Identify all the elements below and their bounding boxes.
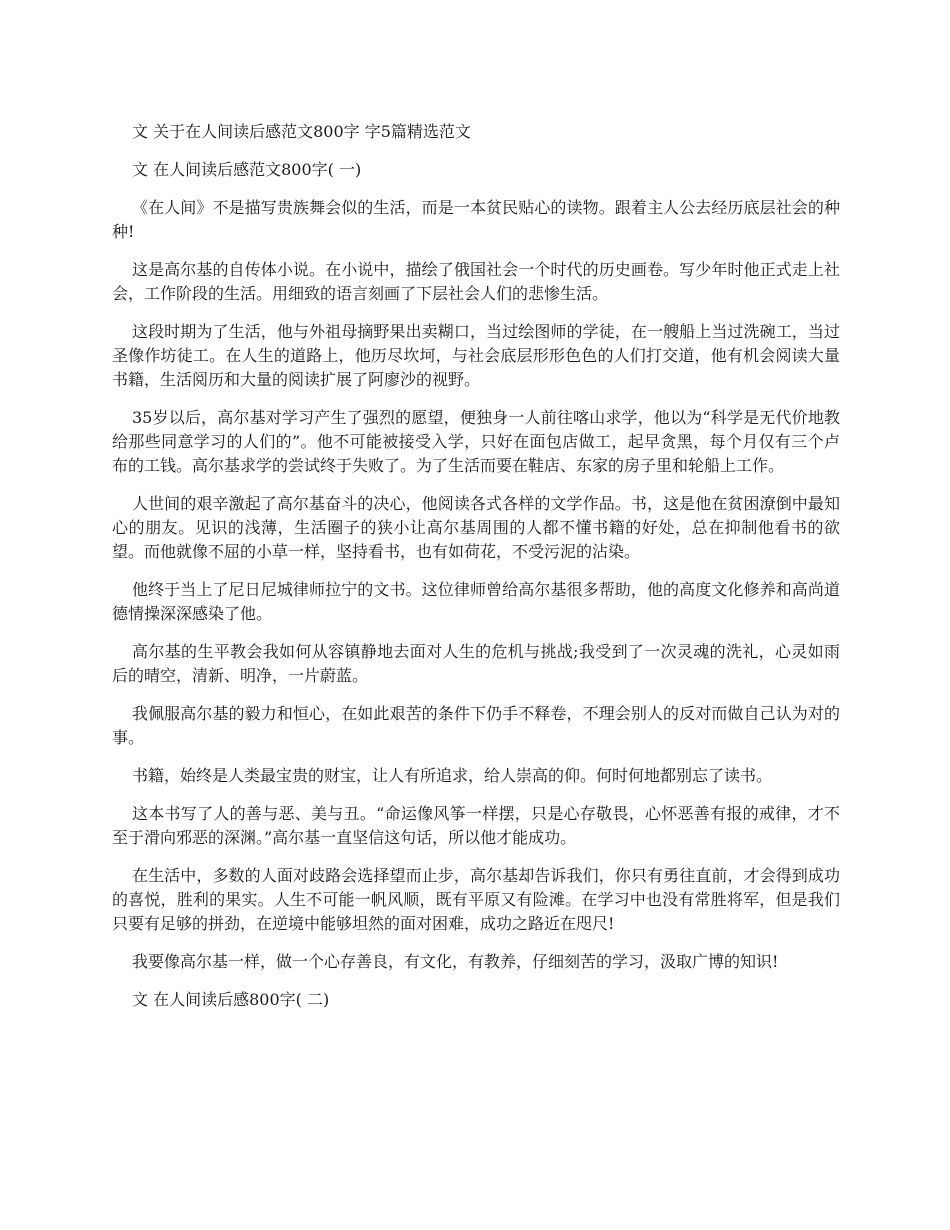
document-title: 文 关于在人间读后感范文800字 字5篇精选范文 bbox=[132, 122, 471, 141]
paragraph: 书籍，始终是人类最宝贵的财宝，让人有所追求，给人崇高的仰。何时何地都别忘了读书。 bbox=[132, 766, 773, 785]
paragraph: 他终于当上了尼日尼城律师拉宁的文书。这位律师曾给高尔基很多帮助，他的高度文化修养和高尚道德情操深深感染了他。 bbox=[112, 580, 840, 623]
paragraph: 35岁以后，高尔基对学习产生了强烈的愿望，便独身一人前往喀山求学，他以为“科学是无代价地教给那些同意学习的人们的”。他不可能被接受入学，只好在面包店做工，起早贪黑，每个月仅有三个卢布的工钱。高尔基求学的尝试终于失败了。为了生活而要在鞋店、东家的房子里和轮船上工作。 bbox=[112, 408, 840, 475]
paragraph: 这段时期为了生活，他与外祖母摘野果出卖糊口，当过绘图师的学徒，在一艘船上当过洗碗工，当过圣像作坊徒工。在人生的道路上，他历尽坎坷，与社会底层形形色色的人们打交道，他有机会阅读大量书籍，生活阅历和大量的阅读扩展了阿廖沙的视野。 bbox=[112, 322, 840, 389]
paragraph: 我佩服高尔基的毅力和恒心，在如此艰苦的条件下仍手不释卷，不理会别人的反对而做自己认为对的事。 bbox=[112, 704, 840, 747]
paragraph: 在生活中，多数的人面对歧路会选择望而止步，高尔基却告诉我们，你只有勇往直前，才会得到成功的喜悦，胜利的果实。人生不可能一帆风顺，既有平原又有险滩。在学习中也没有常胜将军，但是我们只要有足够的拼劲，在逆境中能够坦然的面对困难，成功之路近在咫尺! bbox=[112, 866, 840, 933]
paragraph: 这本书写了人的善与恶、美与丑。“命运像风筝一样摆，只是心存敬畏，心怀恶善有报的戒律，才不至于滑向邪恶的深渊。”高尔基一直坚信这句话，所以他才能成功。 bbox=[112, 804, 840, 847]
section-heading-2: 文 在人间读后感800字( 二) bbox=[132, 990, 330, 1009]
section-heading-1: 文 在人间读后感范文800字( 一) bbox=[132, 160, 362, 179]
document-page bbox=[112, 120, 840, 1026]
paragraph: 这是高尔基的自传体小说。在小说中，描绘了俄国社会一个时代的历史画卷。写少年时他正式走上社会，工作阶段的生活。用细致的语言刻画了下层社会人们的悲惨生活。 bbox=[112, 260, 840, 303]
paragraph: 《在人间》不是描写贵族舞会似的生活，而是一本贫民贴心的读物。跟着主人公去经历底层社会的种种! bbox=[112, 198, 840, 241]
paragraph: 人世间的艰辛激起了高尔基奋斗的决心，他阅读各式各样的文学作品。书，这是他在贫困潦倒中最知心的朋友。见识的浅薄，生活圈子的狭小让高尔基周围的人都不懂书籍的好处，总在抑制他看书的欲望。而他就像不屈的小草一样，坚持看书，也有如荷花，不受污泥的沾染。 bbox=[112, 494, 840, 561]
paragraph: 我要像高尔基一样，做一个心存善良，有文化，有教养，仔细刻苦的学习，汲取广博的知识! bbox=[132, 952, 779, 971]
paragraph: 高尔基的生平教会我如何从容镇静地去面对人生的危机与挑战;我受到了一次灵魂的洗礼，心灵如雨后的晴空，清新、明净，一片蔚蓝。 bbox=[112, 642, 840, 685]
